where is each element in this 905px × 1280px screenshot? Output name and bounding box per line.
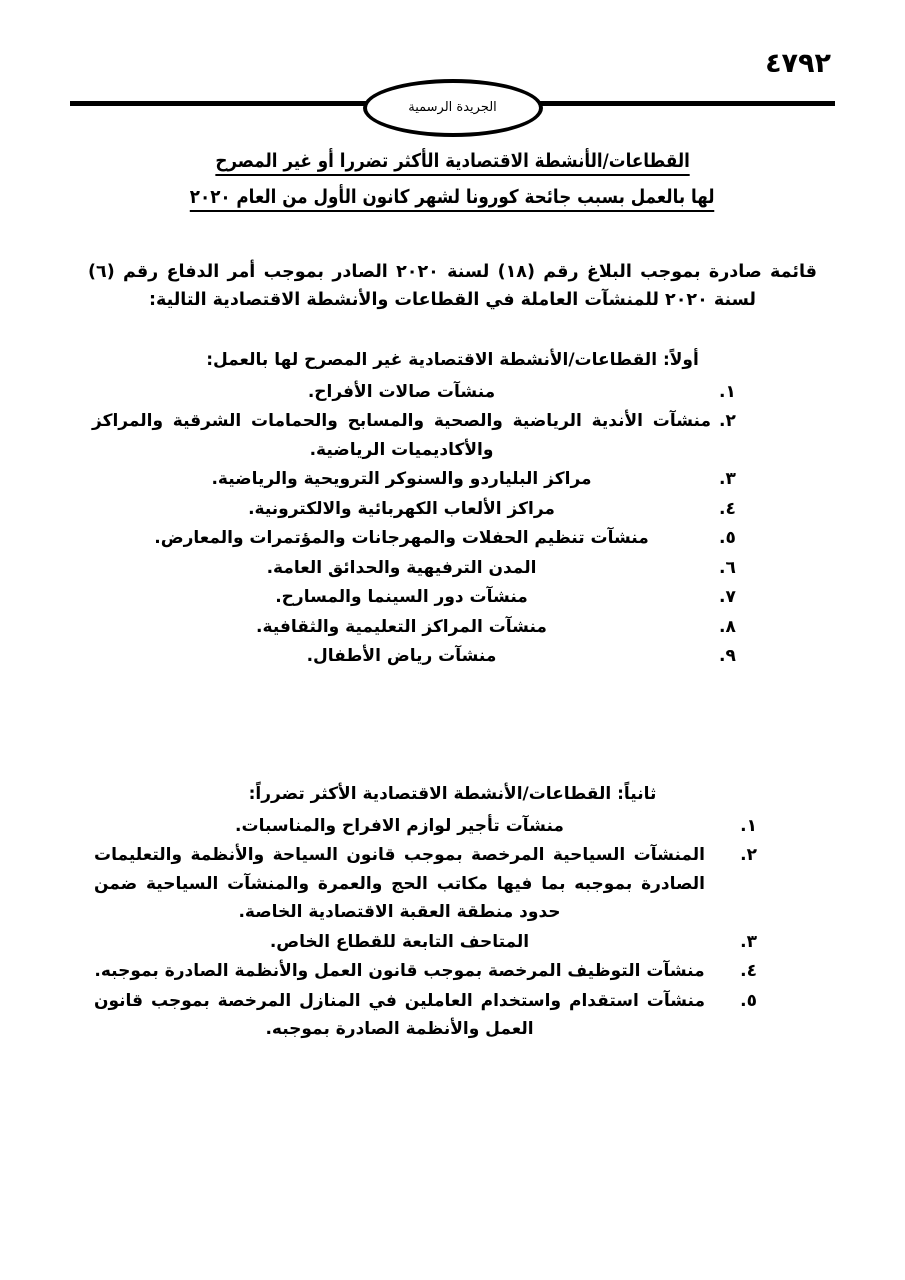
list-item-number: ٨. <box>719 616 736 637</box>
list-item-number: ٥. <box>719 528 736 549</box>
list-item-text: منشآت تأجير لوازم الافراح والمناسبات. <box>235 815 564 836</box>
list-item-text: منشآت صالات الأفراح. <box>307 381 496 402</box>
list-item-number: ١. <box>719 381 736 402</box>
intro-paragraph: قائمة صادرة بموجب البلاغ رقم (١٨) لسنة ٢٠٢٠ الصادر بموجب أمر الدفاع رقم (٦) لسنة ٢٠٢٠ للمنشآت العاملة في القطاعات والأنشطة الاقتصادية التالية: <box>88 262 818 311</box>
list-item-number: ٧. <box>719 587 736 608</box>
list-item <box>70 495 835 524</box>
list-item-number: ٤. <box>719 498 736 519</box>
list-item-text: منشآت الأندية الرياضية والصحية والمسابح والحمامات الشرقية والمراكز والأكاديميات الرياضية. <box>92 411 711 460</box>
list-item <box>70 378 835 407</box>
list-item <box>70 957 835 986</box>
list-item-number: ٦. <box>719 557 736 578</box>
page-number: ٤٧٩٢ <box>765 48 831 79</box>
title-line-1: القطاعات/الأنشطة الاقتصادية الأكثر تضررا أو غير المصرح <box>70 152 835 176</box>
list-item-text: منشآت دور السينما والمسارح. <box>275 587 528 608</box>
section-two <box>70 782 835 1045</box>
list-item <box>70 583 835 612</box>
title-line-2: لها بالعمل بسبب جائحة كورونا لشهر كانون الأول من العام ٢٠٢٠ <box>70 188 835 212</box>
list-item <box>70 613 835 642</box>
list-item <box>70 642 835 671</box>
list-item-text: المنشآت السياحية المرخصة بموجب قانون السياحة والأنظمة والتعليمات الصادرة بموجبه بما فيها مكاتب الحج والعمرة والمنشآت السياحية ضمن حدود منطقة العقبة الاقتصادية الخاصة. <box>94 845 705 923</box>
list-item-text: منشآت المراكز التعليمية والثقافية. <box>256 616 547 637</box>
document-title <box>70 152 835 224</box>
list-item-text: مراكز البلياردو والسنوكر الترويحية والرياضية. <box>211 469 592 490</box>
list-item-number: ٤. <box>740 961 757 982</box>
list-item-text: مراكز الألعاب الكهربائية والالكترونية. <box>248 498 555 519</box>
list-item-number: ٢. <box>740 845 757 866</box>
masthead-ellipse <box>363 79 543 137</box>
section-two-list <box>70 812 835 1044</box>
list-item-text: منشآت رياض الأطفال. <box>306 646 497 667</box>
masthead-label: الجريدة الرسمية <box>408 100 497 115</box>
list-item-text: منشآت التوظيف المرخصة بموجب قانون العمل والأنظمة الصادرة بموجبه. <box>94 961 705 982</box>
list-item-number: ٣. <box>740 931 757 952</box>
list-item <box>70 987 835 1044</box>
list-item <box>70 554 835 583</box>
list-item <box>70 841 835 927</box>
list-item <box>70 407 835 464</box>
list-item <box>70 524 835 553</box>
list-item <box>70 928 835 957</box>
section-one-heading: أولاً: القطاعات/الأنشطة الاقتصادية غير المصرح لها بالعمل: <box>206 350 699 370</box>
list-item-text: المتاحف التابعة للقطاع الخاص. <box>269 931 530 952</box>
section-two-heading: ثانياً: القطاعات/الأنشطة الاقتصادية الأكثر تضرراً: <box>248 784 657 804</box>
list-item-number: ٣. <box>719 469 736 490</box>
section-one <box>70 348 835 672</box>
list-item-number: ٩. <box>719 646 736 667</box>
list-item-text: منشآت استقدام واستخدام العاملين في المنازل المرخصة بموجب قانون العمل والأنظمة الصادرة بموجبه. <box>94 990 705 1040</box>
list-item-number: ٢. <box>719 411 736 432</box>
list-item <box>70 812 835 841</box>
list-item-number: ٥. <box>740 990 757 1011</box>
list-item-number: ١. <box>740 815 757 836</box>
masthead <box>70 88 835 134</box>
list-item-text: المدن الترفيهية والحدائق العامة. <box>266 557 537 578</box>
list-item-text: منشآت تنظيم الحفلات والمهرجانات والمؤتمرات والمعارض. <box>154 528 649 549</box>
list-item <box>70 465 835 494</box>
section-one-list <box>70 378 835 671</box>
